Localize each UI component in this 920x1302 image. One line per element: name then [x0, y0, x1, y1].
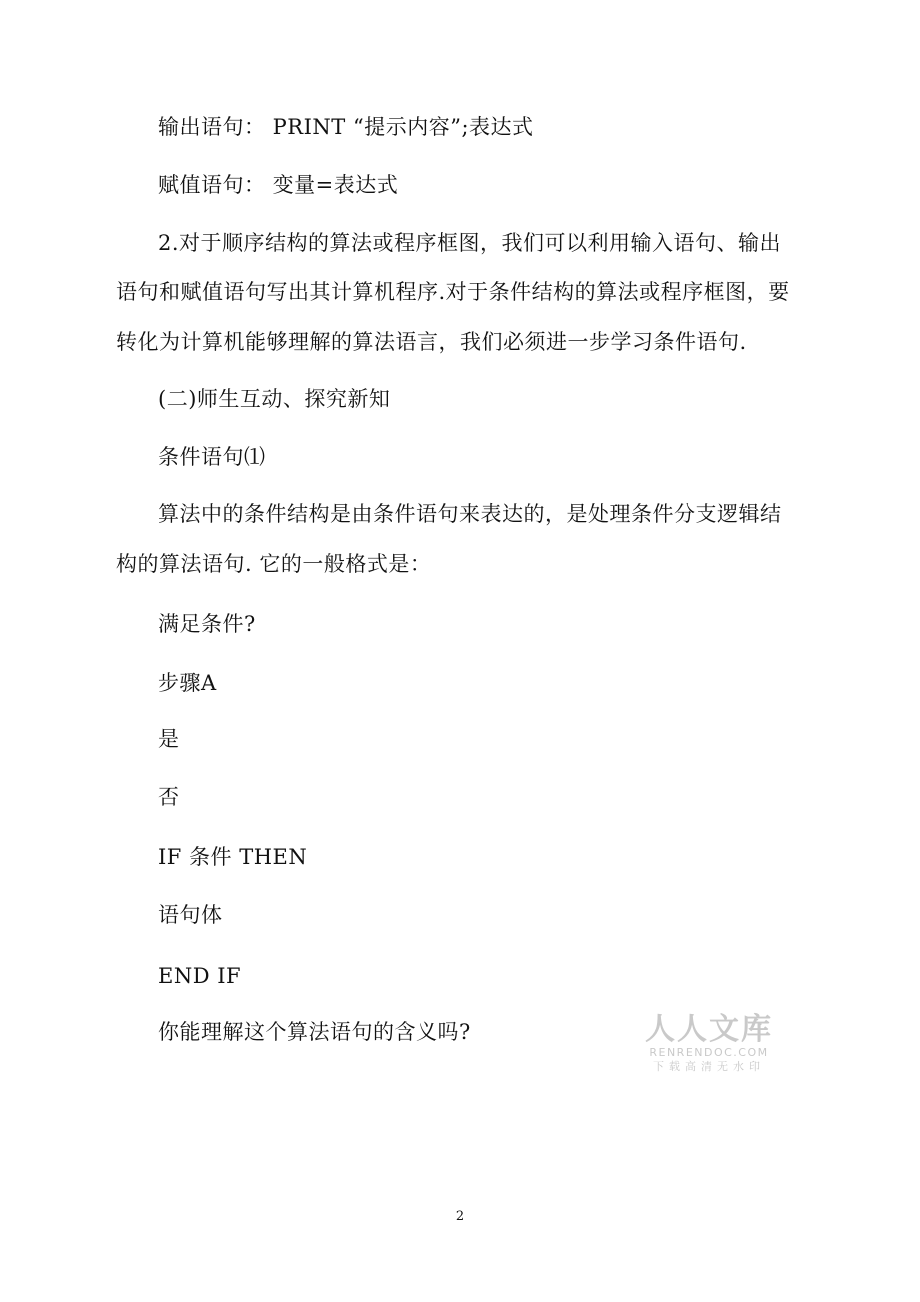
question-line: 你能理解这个算法语句的含义吗? — [158, 1020, 471, 1044]
watermark-subtitle: 下载高清无水印 — [653, 1060, 765, 1073]
flowchart-step-label: 步骤A — [158, 671, 217, 695]
assignment-statement-line: 赋值语句： 变量=表达式 — [158, 173, 399, 197]
subsection-heading: 条件语句⑴ — [158, 445, 266, 469]
watermark-url: RENRENDOC.COM — [649, 1046, 769, 1059]
page-number: 2 — [455, 1209, 465, 1224]
flowchart-condition-label: 满足条件? — [158, 612, 256, 636]
watermark-title: 人人文库 — [645, 1012, 773, 1047]
flowchart-yes-label: 是 — [158, 727, 180, 751]
code-if-line: IF 条件 THEN — [158, 845, 308, 869]
paragraph-3-line-1: 算法中的条件结构是由条件语句来表达的，是处理条件分支逻辑结 — [158, 502, 782, 526]
paragraph-2-line-1: 2.对于顺序结构的算法或程序框图，我们可以利用输入语句、输出 — [158, 231, 782, 255]
flowchart-no-label: 否 — [158, 785, 180, 809]
code-end-if-line: END IF — [158, 964, 242, 988]
paragraph-2-line-2: 语句和赋值语句写出其计算机程序.对于条件结构的算法或程序框图，要 — [116, 280, 790, 304]
output-statement-line: 输出语句： PRINT “提示内容”;表达式 — [158, 115, 534, 139]
code-body-line: 语句体 — [158, 903, 223, 927]
paragraph-3-line-2: 构的算法语句. 它的一般格式是： — [116, 552, 432, 576]
watermark-logo — [644, 1014, 774, 1074]
paragraph-2-line-3: 转化为计算机能够理解的算法语言，我们必须进一步学习条件语句. — [116, 330, 747, 354]
section-heading: (二)师生互动、探究新知 — [158, 387, 391, 411]
